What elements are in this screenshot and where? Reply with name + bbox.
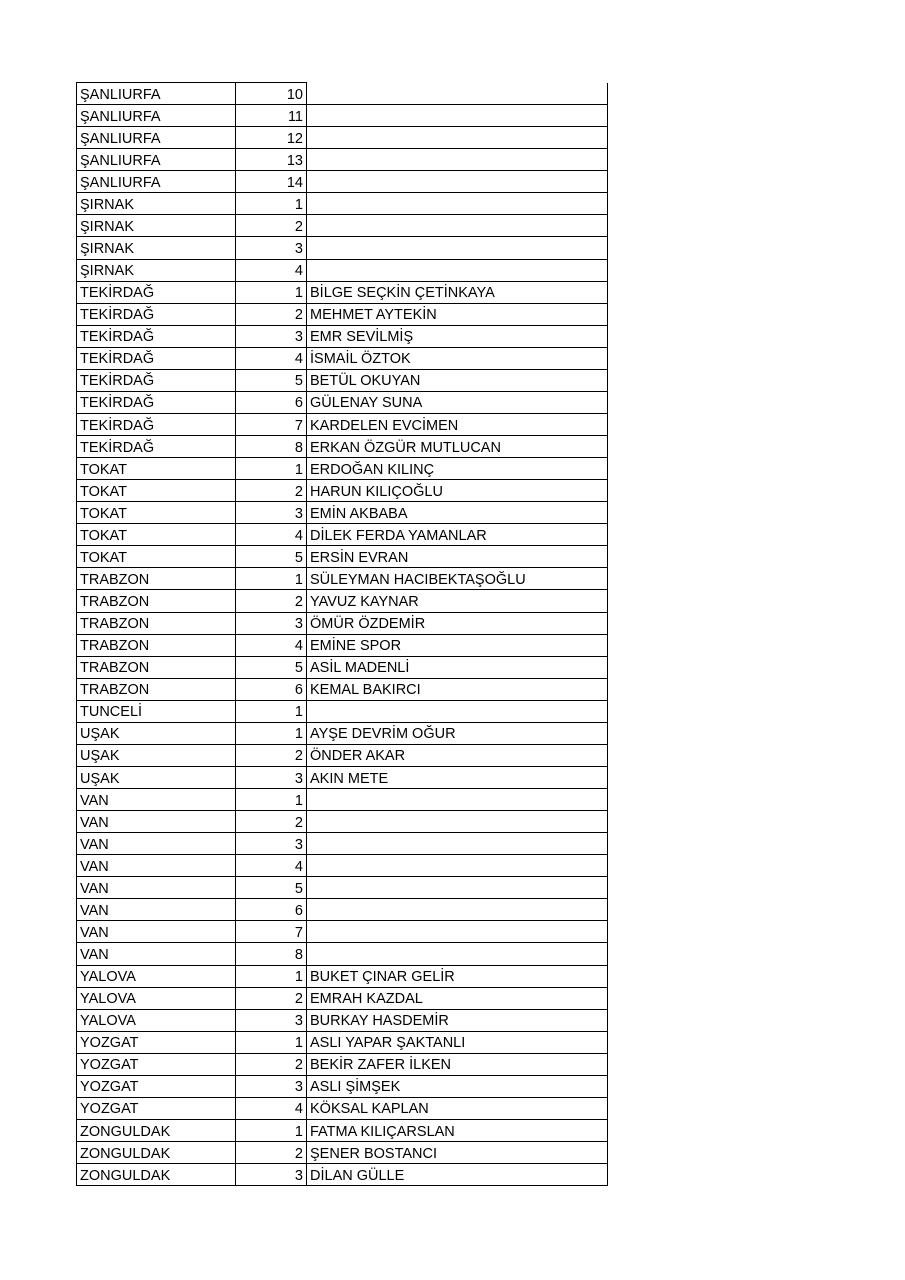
table-row (77, 921, 608, 943)
table-row (77, 391, 608, 413)
province-cell: TEKİRDAĞ (77, 281, 236, 303)
table-row (77, 1164, 608, 1186)
name-cell: EMR SEVİLMİŞ (307, 325, 608, 347)
number-cell: 10 (236, 83, 307, 105)
number-cell: 5 (236, 877, 307, 899)
number-cell: 3 (236, 237, 307, 259)
name-cell (307, 700, 608, 722)
table-row (77, 193, 608, 215)
province-cell: ŞANLIURFA (77, 105, 236, 127)
table-row (77, 480, 608, 502)
number-cell: 7 (236, 921, 307, 943)
name-cell: YAVUZ KAYNAR (307, 590, 608, 612)
province-cell: ŞANLIURFA (77, 127, 236, 149)
table-row (77, 502, 608, 524)
province-cell: TEKİRDAĞ (77, 347, 236, 369)
table-row (77, 458, 608, 480)
table-row (77, 744, 608, 766)
number-cell: 4 (236, 524, 307, 546)
table-row (77, 281, 608, 303)
table-row (77, 325, 608, 347)
name-cell: BURKAY HASDEMİR (307, 1009, 608, 1031)
name-cell: BEKİR ZAFER İLKEN (307, 1053, 608, 1075)
province-cell: YOZGAT (77, 1075, 236, 1097)
province-cell: YALOVA (77, 987, 236, 1009)
name-cell: EMİN AKBABA (307, 502, 608, 524)
province-cell: TEKİRDAĞ (77, 436, 236, 458)
province-cell: VAN (77, 789, 236, 811)
province-cell: YALOVA (77, 1009, 236, 1031)
table-row (77, 546, 608, 568)
number-cell: 2 (236, 1142, 307, 1164)
table-row (77, 524, 608, 546)
name-cell: KARDELEN EVCİMEN (307, 413, 608, 435)
name-cell: İSMAİL ÖZTOK (307, 347, 608, 369)
table-row (77, 171, 608, 193)
name-cell (307, 833, 608, 855)
number-cell: 1 (236, 1119, 307, 1141)
number-cell: 1 (236, 568, 307, 590)
name-cell (307, 921, 608, 943)
name-cell: BUKET ÇINAR GELİR (307, 965, 608, 987)
table-row (77, 987, 608, 1009)
table-row (77, 105, 608, 127)
name-cell (307, 877, 608, 899)
number-cell: 2 (236, 1053, 307, 1075)
table-row (77, 943, 608, 965)
number-cell: 7 (236, 413, 307, 435)
table-row (77, 369, 608, 391)
table-row (77, 1075, 608, 1097)
province-cell: ZONGULDAK (77, 1119, 236, 1141)
number-cell: 4 (236, 855, 307, 877)
province-cell: UŞAK (77, 722, 236, 744)
table-row (77, 568, 608, 590)
province-cell: ŞANLIURFA (77, 171, 236, 193)
name-cell (307, 789, 608, 811)
table-row (77, 678, 608, 700)
table-row (77, 1009, 608, 1031)
province-cell: VAN (77, 855, 236, 877)
table-row (77, 83, 608, 105)
number-cell: 1 (236, 1031, 307, 1053)
province-cell: TRABZON (77, 678, 236, 700)
name-cell: EMRAH KAZDAL (307, 987, 608, 1009)
table-row (77, 1031, 608, 1053)
number-cell: 6 (236, 678, 307, 700)
table-row (77, 877, 608, 899)
province-cell: TRABZON (77, 634, 236, 656)
province-cell: TRABZON (77, 590, 236, 612)
number-cell: 8 (236, 436, 307, 458)
name-cell: AYŞE DEVRİM OĞUR (307, 722, 608, 744)
number-cell: 6 (236, 391, 307, 413)
table-row (77, 811, 608, 833)
name-cell: ASLI YAPAR ŞAKTANLI (307, 1031, 608, 1053)
number-cell: 11 (236, 105, 307, 127)
number-cell: 5 (236, 546, 307, 568)
number-cell: 4 (236, 347, 307, 369)
name-cell: GÜLENAY SUNA (307, 391, 608, 413)
name-cell (307, 149, 608, 171)
number-cell: 13 (236, 149, 307, 171)
province-cell: ŞIRNAK (77, 237, 236, 259)
number-cell: 3 (236, 1009, 307, 1031)
province-cell: ŞIRNAK (77, 215, 236, 237)
name-cell: AKIN METE (307, 766, 608, 788)
table-row (77, 1097, 608, 1119)
province-cell: VAN (77, 899, 236, 921)
name-cell: SÜLEYMAN HACIBEKTAŞOĞLU (307, 568, 608, 590)
name-cell: EMİNE SPOR (307, 634, 608, 656)
number-cell: 3 (236, 325, 307, 347)
province-cell: TEKİRDAĞ (77, 303, 236, 325)
number-cell: 3 (236, 612, 307, 634)
name-cell: BİLGE SEÇKİN ÇETİNKAYA (307, 281, 608, 303)
province-cell: TEKİRDAĞ (77, 413, 236, 435)
name-cell: ASLI ŞİMŞEK (307, 1075, 608, 1097)
name-cell: ERKAN ÖZGÜR MUTLUCAN (307, 436, 608, 458)
number-cell: 14 (236, 171, 307, 193)
name-cell: ASİL MADENLİ (307, 656, 608, 678)
table-row (77, 347, 608, 369)
province-cell: TEKİRDAĞ (77, 391, 236, 413)
table-row (77, 833, 608, 855)
table-row (77, 149, 608, 171)
table-row (77, 1119, 608, 1141)
number-cell: 3 (236, 833, 307, 855)
province-cell: TOKAT (77, 480, 236, 502)
name-cell (307, 943, 608, 965)
province-cell: TRABZON (77, 612, 236, 634)
number-cell: 2 (236, 215, 307, 237)
table-row (77, 259, 608, 281)
name-cell (307, 811, 608, 833)
table-row (77, 215, 608, 237)
number-cell: 3 (236, 502, 307, 524)
name-cell (307, 83, 608, 105)
number-cell: 2 (236, 744, 307, 766)
name-cell: KEMAL BAKIRCI (307, 678, 608, 700)
province-cell: ŞIRNAK (77, 259, 236, 281)
number-cell: 1 (236, 193, 307, 215)
number-cell: 2 (236, 303, 307, 325)
province-cell: ŞIRNAK (77, 193, 236, 215)
name-cell: DİLAN GÜLLE (307, 1164, 608, 1186)
table-row (77, 1142, 608, 1164)
number-cell: 4 (236, 1097, 307, 1119)
table-row (77, 303, 608, 325)
table-row (77, 700, 608, 722)
name-cell: BETÜL OKUYAN (307, 369, 608, 391)
number-cell: 1 (236, 722, 307, 744)
province-cell: TEKİRDAĞ (77, 325, 236, 347)
name-cell (307, 237, 608, 259)
name-cell: FATMA KILIÇARSLAN (307, 1119, 608, 1141)
table-row (77, 789, 608, 811)
province-cell: VAN (77, 921, 236, 943)
number-cell: 3 (236, 766, 307, 788)
table-row (77, 436, 608, 458)
province-cell: TRABZON (77, 568, 236, 590)
number-cell: 2 (236, 811, 307, 833)
name-cell (307, 259, 608, 281)
province-cell: YALOVA (77, 965, 236, 987)
province-cell: VAN (77, 811, 236, 833)
number-cell: 1 (236, 700, 307, 722)
number-cell: 1 (236, 965, 307, 987)
number-cell: 2 (236, 987, 307, 1009)
name-cell: ŞENER BOSTANCI (307, 1142, 608, 1164)
table-row (77, 612, 608, 634)
number-cell: 1 (236, 458, 307, 480)
table-body (77, 83, 608, 1186)
table-row (77, 766, 608, 788)
number-cell: 12 (236, 127, 307, 149)
name-cell: ERSİN EVRAN (307, 546, 608, 568)
province-cell: UŞAK (77, 766, 236, 788)
number-cell: 1 (236, 281, 307, 303)
number-cell: 5 (236, 369, 307, 391)
number-cell: 4 (236, 634, 307, 656)
name-cell: ERDOĞAN KILINÇ (307, 458, 608, 480)
name-cell: DİLEK FERDA YAMANLAR (307, 524, 608, 546)
province-cell: TRABZON (77, 656, 236, 678)
province-cell: YOZGAT (77, 1053, 236, 1075)
province-cell: ŞANLIURFA (77, 149, 236, 171)
province-cell: ŞANLIURFA (77, 83, 236, 105)
province-cell: TEKİRDAĞ (77, 369, 236, 391)
table-row (77, 656, 608, 678)
name-cell: MEHMET AYTEKİN (307, 303, 608, 325)
number-cell: 6 (236, 899, 307, 921)
table-row (77, 1053, 608, 1075)
province-cell: VAN (77, 943, 236, 965)
name-cell: ÖMÜR ÖZDEMİR (307, 612, 608, 634)
number-cell: 4 (236, 259, 307, 281)
province-cell: YOZGAT (77, 1031, 236, 1053)
name-cell (307, 127, 608, 149)
table-row (77, 127, 608, 149)
province-cell: TUNCELİ (77, 700, 236, 722)
number-cell: 2 (236, 480, 307, 502)
number-cell: 3 (236, 1075, 307, 1097)
province-cell: VAN (77, 833, 236, 855)
province-cell: UŞAK (77, 744, 236, 766)
number-cell: 8 (236, 943, 307, 965)
province-cell: YOZGAT (77, 1097, 236, 1119)
province-cell: TOKAT (77, 546, 236, 568)
number-cell: 2 (236, 590, 307, 612)
province-cell: TOKAT (77, 524, 236, 546)
table-row (77, 413, 608, 435)
table-row (77, 590, 608, 612)
name-cell (307, 215, 608, 237)
number-cell: 5 (236, 656, 307, 678)
number-cell: 1 (236, 789, 307, 811)
table-row (77, 965, 608, 987)
candidate-table (76, 82, 608, 1186)
name-cell (307, 171, 608, 193)
table-row (77, 855, 608, 877)
name-cell (307, 855, 608, 877)
name-cell: KÖKSAL KAPLAN (307, 1097, 608, 1119)
name-cell (307, 899, 608, 921)
province-cell: VAN (77, 877, 236, 899)
number-cell: 3 (236, 1164, 307, 1186)
province-cell: ZONGULDAK (77, 1164, 236, 1186)
table-row (77, 722, 608, 744)
province-cell: TOKAT (77, 502, 236, 524)
name-cell (307, 193, 608, 215)
province-cell: ZONGULDAK (77, 1142, 236, 1164)
name-cell (307, 105, 608, 127)
province-cell: TOKAT (77, 458, 236, 480)
name-cell: ÖNDER AKAR (307, 744, 608, 766)
table-row (77, 634, 608, 656)
table-row (77, 237, 608, 259)
name-cell: HARUN KILIÇOĞLU (307, 480, 608, 502)
table-row (77, 899, 608, 921)
